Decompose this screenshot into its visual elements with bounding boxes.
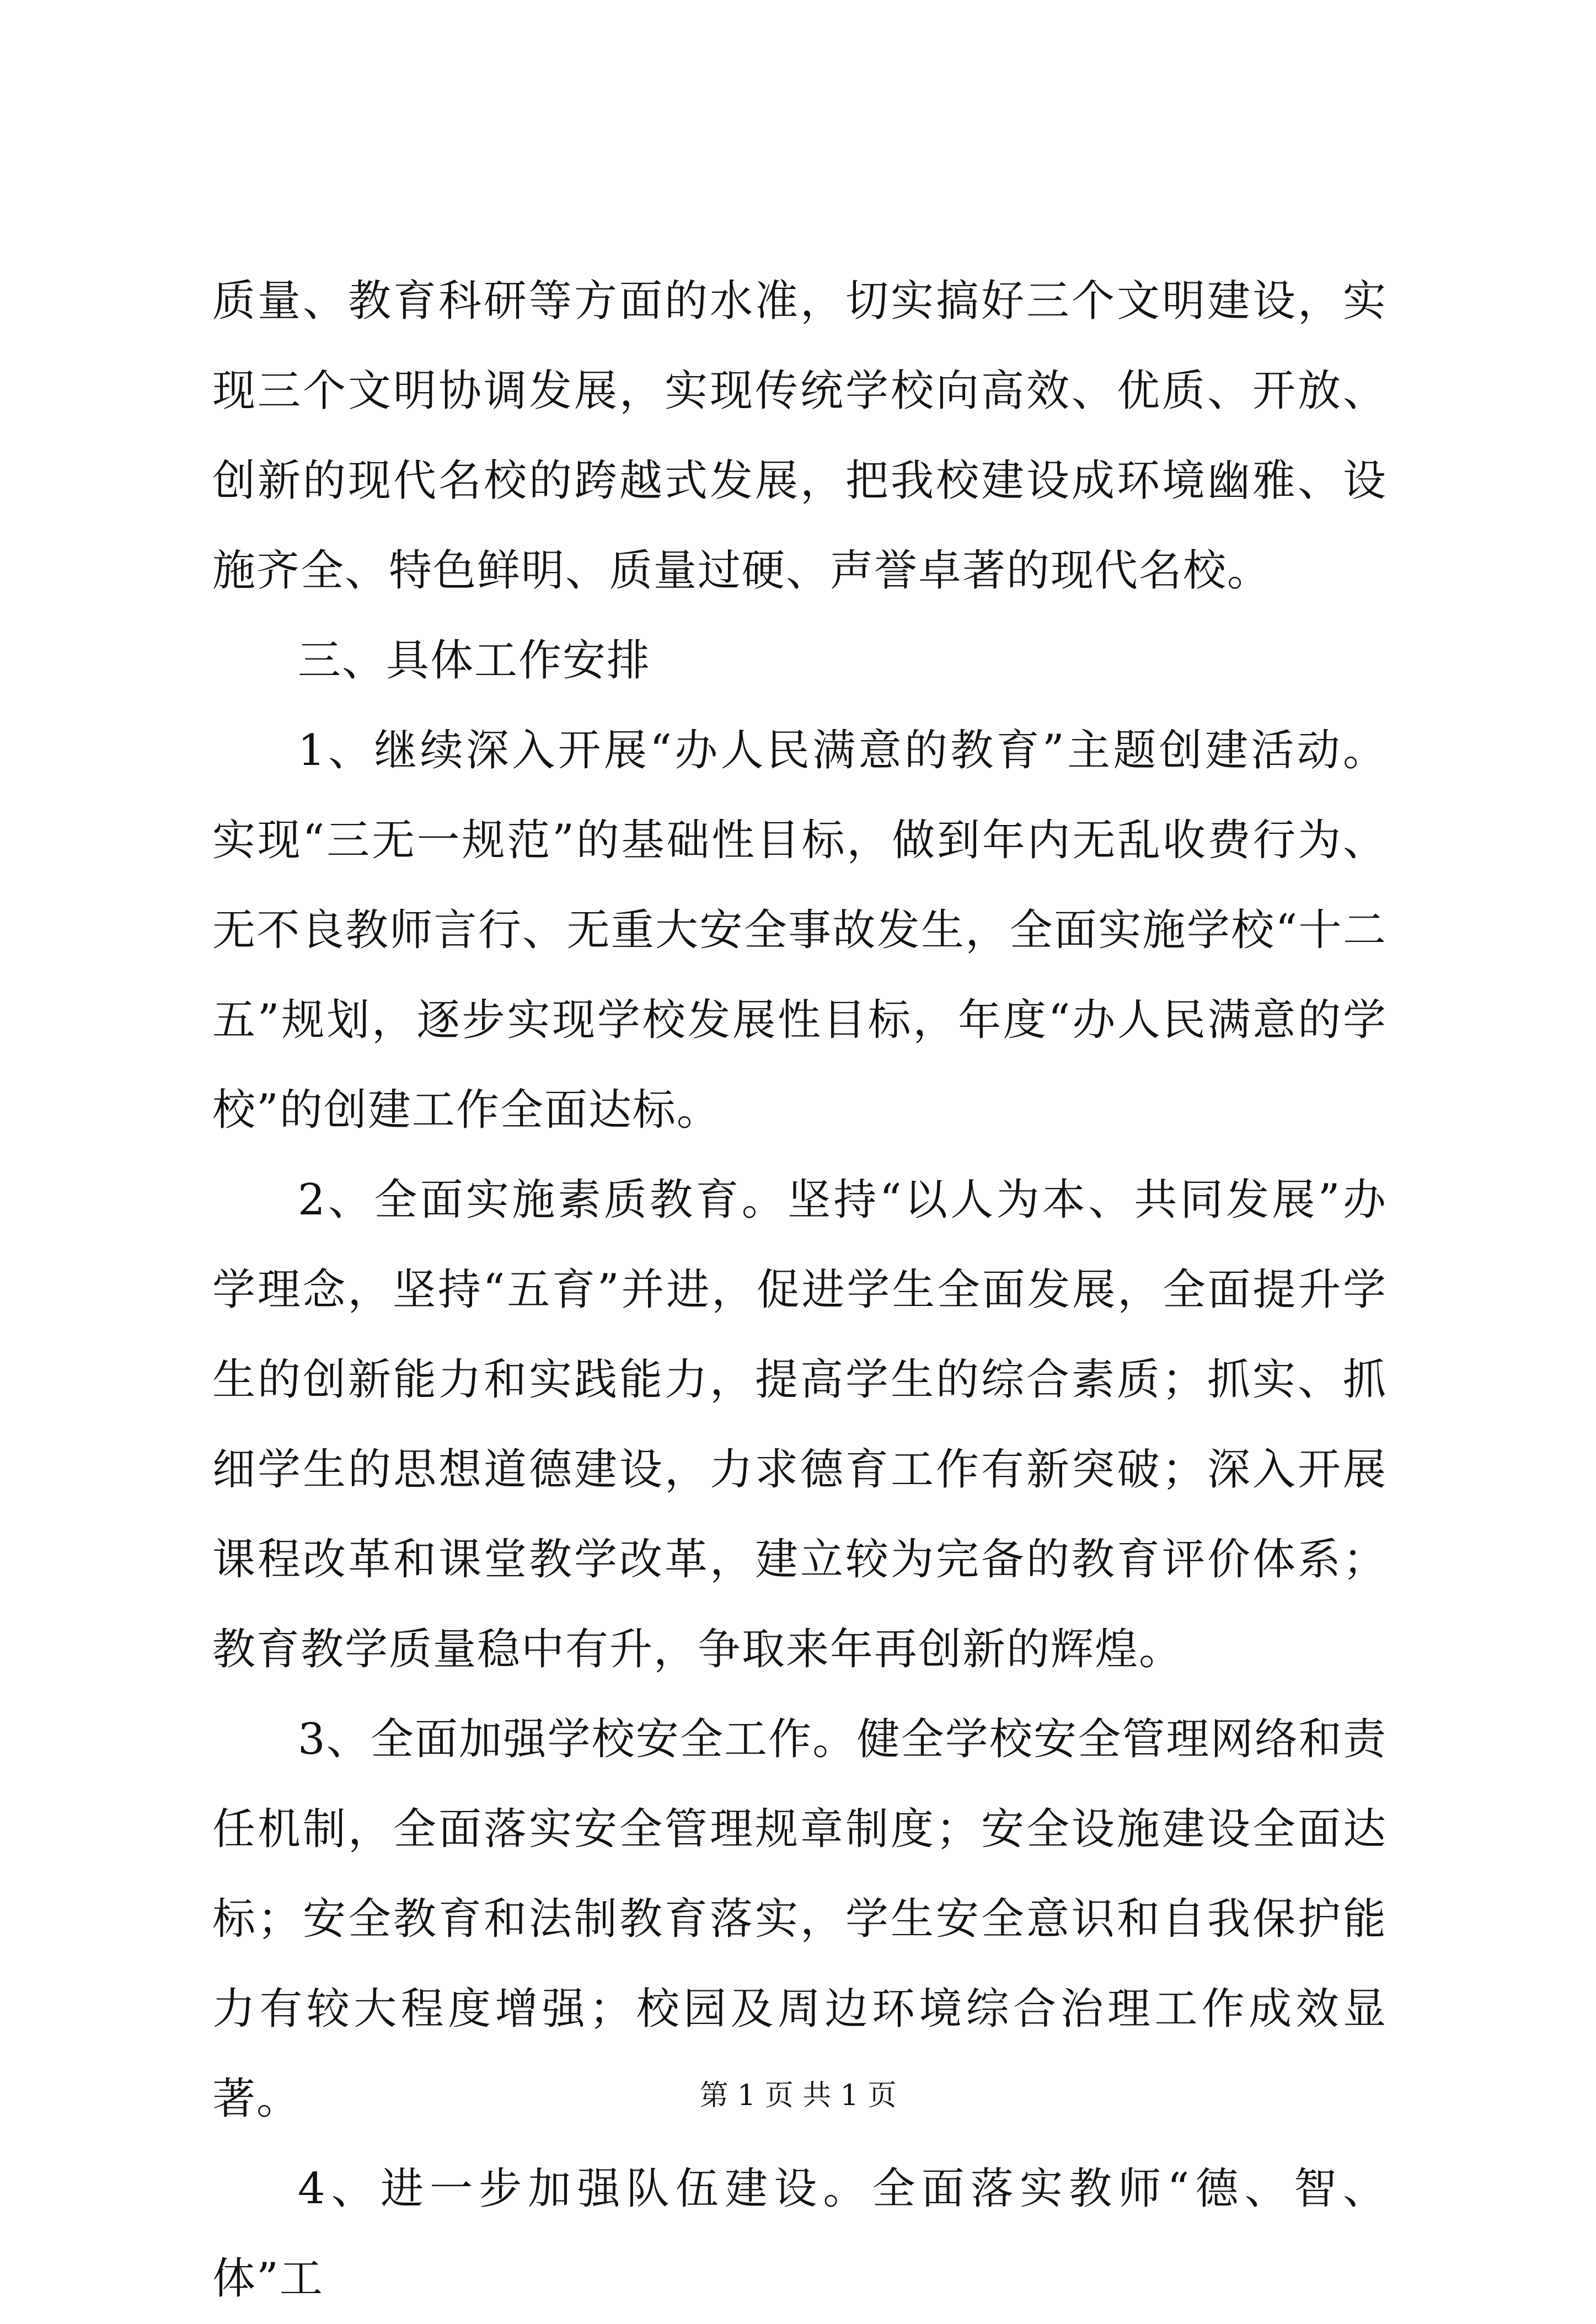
paragraph-item-1: 1、继续深入开展“办人民满意的教育”主题创建活动。实现“三无一规范”的基础性目标，做到年内无乱收费行为、无不良教师言行、无重大安全事故发生，全面实施学校“十二五”规划，逐步实现学校发展性目标，年度“办人民满意的学校”的创建工作全面达标。	[212, 726, 1387, 1135]
paragraph-continuation: 质量、教育科研等方面的水准，切实搞好三个文明建设，实现三个文明协调发展，实现传统学校向高效、优质、开放、创新的现代名校的跨越式发展，把我校建设成环境幽雅、设施齐全、特色鲜明、质量过硬、声誉卓著的现代名校。	[212, 276, 1387, 596]
section-heading: 三、具体工作安排	[298, 636, 651, 686]
page-number-footer: 第 1 页 共 1 页	[699, 2079, 897, 2112]
paragraph-item-3: 3、全面加强学校安全工作。健全学校安全管理网络和责任机制，全面落实安全管理规章制度；安全设施建设全面达标；安全教育和法制教育落实，学生安全意识和自我保护能力有较大程度增强；校园及周边环境综合治理工作成效显著。	[212, 1715, 1387, 2124]
paragraph-item-2: 2、全面实施素质教育。坚持“以人为本、共同发展”办学理念，坚持“五育”并进，促进学生全面发展，全面提升学生的创新能力和实践能力，提高学生的综合素质；抓实、抓细学生的思想道德建设，力求德育工作有新突破；深入开展课程改革和课堂教学改革，建立较为完备的教育评价体系；教育教学质量稳中有升，争取来年再创新的辉煌。	[212, 1175, 1387, 1674]
document-body	[212, 256, 1387, 2324]
paragraph-item-4: 4、进一步加强队伍建设。全面落实教师“德、智、体”工	[212, 2164, 1387, 2304]
